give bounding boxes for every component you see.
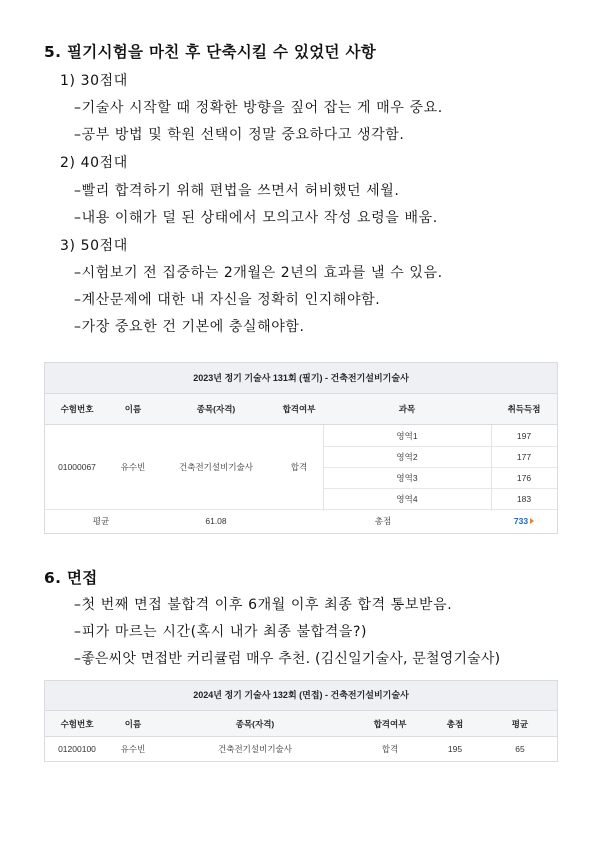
list-item: –첫 번째 면접 불합격 이후 6개월 이후 최종 합격 통보받음. [74, 597, 453, 613]
col-name: 이름 [124, 404, 142, 414]
pass-result: 합격 [290, 462, 308, 472]
qualification: 건축전기설비기술사 [218, 743, 292, 754]
col-qualification: 종목(자격) [235, 718, 275, 729]
written-exam-result-table [44, 362, 558, 534]
list-item: –기술사 시작할 때 정확한 방향을 짚어 잡는 게 매우 중요. [74, 100, 443, 116]
col-result: 합격여부 [282, 404, 316, 414]
table-header-row [45, 394, 557, 425]
col-qualification: 종목(자격) [196, 404, 236, 414]
subject-1: 영역1 [396, 430, 418, 441]
list-item: –피가 마르는 시간(혹시 내가 최종 불합격을?) [74, 624, 368, 640]
table-title: 2024년 정기 기술사 132회 (면접) - 건축전기설비기술사 [45, 681, 557, 711]
subject-2: 영역2 [396, 451, 418, 462]
total-cell [491, 510, 557, 532]
col-average: 평균 [511, 718, 529, 729]
arrow-right-icon [530, 518, 534, 524]
candidate-name: 유수빈 [120, 743, 146, 754]
subject-4: 영역4 [396, 493, 418, 504]
list-item: –공부 방법 및 학원 선택이 정말 중요하다고 생각함. [74, 127, 405, 143]
col-score: 취득득점 [507, 404, 541, 414]
list-item: –내용 이해가 덜 된 상태에서 모의고사 작성 요령을 배움. [74, 210, 438, 226]
exam-no: 01000067 [58, 462, 96, 472]
interview-result-table [44, 680, 558, 762]
list-item: –가장 중요한 건 기본에 충실해야함. [74, 319, 305, 335]
grid-line [323, 467, 557, 468]
grid-line [323, 446, 557, 447]
total-label: 총점 [374, 516, 392, 526]
score-1: 197 [516, 430, 532, 441]
score-3: 176 [516, 472, 532, 483]
pass-result: 합격 [381, 743, 399, 754]
col-exam-no: 수험번호 [60, 718, 94, 729]
list-item: –계산문제에 대한 내 자신을 정확히 인지해야함. [74, 292, 381, 308]
col-exam-no: 수험번호 [60, 404, 94, 414]
average-label: 평균 [92, 516, 110, 526]
group-40-label: 2) 40점대 [60, 155, 128, 171]
col-result: 합격여부 [373, 718, 407, 729]
table-header-row [45, 711, 557, 737]
candidate-name: 유수빈 [120, 462, 146, 472]
list-item: –빨리 합격하기 위해 편법을 쓰면서 허비했던 세월. [74, 183, 400, 199]
col-name: 이름 [124, 718, 142, 729]
table-row [45, 737, 557, 760]
score-4: 183 [516, 493, 532, 504]
total-value: 733 [513, 516, 529, 526]
average-score: 65 [515, 743, 525, 754]
subject-3: 영역3 [396, 472, 418, 483]
section-5-heading: 5. 필기시험을 마친 후 단축시킬 수 있었던 사항 [44, 43, 377, 61]
group-30-label: 1) 30점대 [60, 73, 128, 89]
list-item: –시험보기 전 집중하는 2개월은 2년의 효과를 낼 수 있음. [74, 265, 443, 281]
qualification: 건축전기설비기술사 [179, 462, 253, 472]
total-score: 195 [447, 743, 463, 754]
table-title: 2023년 정기 기술사 131회 (필기) - 건축전기설비기술사 [45, 363, 557, 394]
col-subject: 과목 [398, 404, 416, 414]
average-value: 61.08 [205, 516, 227, 526]
list-item: –좋은씨앗 면접반 커리큘럼 매우 추천. (김신일기술사, 문철영기술사) [74, 651, 501, 667]
exam-no: 01200100 [58, 743, 96, 754]
section-6-heading: 6. 면접 [44, 569, 98, 587]
score-2: 177 [516, 451, 532, 462]
grid-line [323, 488, 557, 489]
grid-line [491, 425, 492, 511]
col-total: 총점 [446, 718, 464, 729]
group-50-label: 3) 50점대 [60, 238, 128, 254]
grid-line [323, 425, 324, 511]
